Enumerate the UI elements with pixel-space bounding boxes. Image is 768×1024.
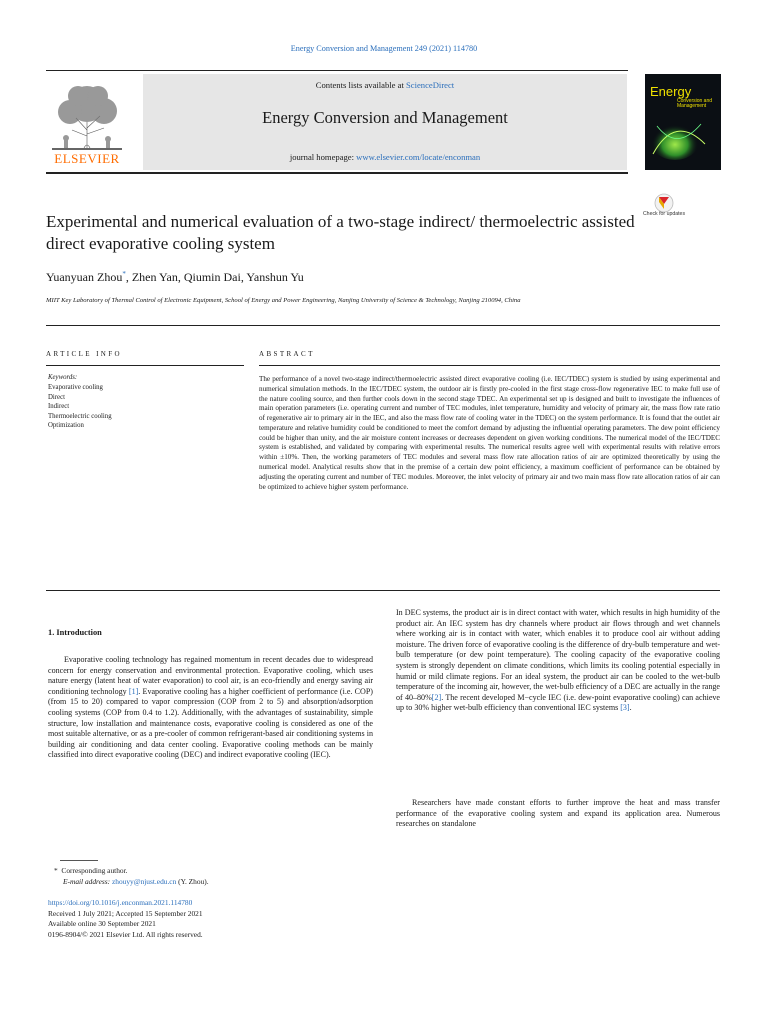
keywords-list — [48, 383, 112, 431]
check-for-updates-icon[interactable] — [646, 192, 682, 228]
contents-line — [143, 80, 627, 90]
keywords-label: Keywords: — [48, 374, 78, 381]
header-rule-bottom — [46, 172, 628, 174]
section-heading-introduction: 1. Introduction — [48, 628, 102, 637]
email-label: E-mail address: — [63, 876, 112, 886]
keyword-item: Direct — [48, 393, 65, 401]
intro-text: . The recent developed M−cycle IEC (i.e. dew-point evaporative cooling) can achieve up to 30% higher wet-bulb efficiency than conventional IEC systems — [396, 692, 721, 713]
intro-paragraph-left — [48, 655, 373, 761]
corresponding-author-note: Corresponding author. — [61, 866, 128, 875]
keyword-item: Thermoelectric cooling — [48, 412, 112, 420]
homepage-link[interactable]: www.elsevier.com/locate/enconman — [356, 152, 481, 162]
abstract-rule — [259, 365, 720, 366]
intro-text: Evaporative cooling technology has regained momentum in recent decades due to widespread concern for energy conservation and environmental protection. Evaporative cooling, which uses nature energy (latent heat of water evaporation) to cool air, is an eco-friendly and energy saving air conditioning technology — [48, 655, 373, 696]
footnote-rule — [60, 860, 98, 861]
abstract-end-rule — [46, 590, 720, 591]
keyword-item: Optimization — [48, 422, 84, 430]
email-suffix: (Y. Zhou). — [176, 876, 209, 886]
intro-text: Researchers have made constant efforts to further improve the heat and mass transfer performance of the evaporative cooling system and expand its application area. Numerous researches on standalone — [396, 798, 720, 829]
cover-subtitle: Conversion and Management — [677, 98, 713, 110]
article-info-rule — [46, 365, 244, 366]
header-rule-top — [46, 70, 628, 71]
author-name[interactable]: Qiumin Dai — [183, 270, 241, 284]
publisher-wordmark[interactable]: ELSEVIER — [54, 151, 120, 166]
intro-text: . — [629, 703, 632, 713]
paper-title: Experimental and numerical evaluation of a two-stage indirect/ thermoelectric assisted direct evaporative cooling system — [46, 212, 635, 253]
footnote — [54, 866, 209, 887]
doi-link[interactable]: https://doi.org/10.1016/j.enconman.2021.114780 — [48, 898, 193, 907]
homepage-line — [143, 152, 627, 162]
front-matter — [48, 898, 203, 940]
keyword-item: Indirect — [48, 403, 70, 411]
article-info-heading: ARTICLE INFO — [46, 350, 123, 358]
intro-paragraph-right-1 — [396, 608, 720, 714]
keyword-item: Evaporative cooling — [48, 384, 103, 391]
citation-link[interactable]: [2] — [431, 692, 442, 702]
author-list: Yuanyuan Zhou*, Zhen Yan, Qiumin Dai, Yanshun Yu — [46, 270, 304, 284]
check-for-updates-label[interactable]: Check for updates — [642, 211, 686, 217]
abstract-heading: ABSTRACT — [259, 350, 315, 358]
intro-text: In DEC systems, the product air is in direct contact with water, which results in high humidity of the product air. An IEC system has dry channels where product air flows through and wet channels where working air is in contact with water, which enables it to produce cool air without adding moisture. The driven force of evaporative cooling is the difference of dry-bulb temperature and wet-bulb temperature (or dew point temperature). The cooling capacity of the evaporative cooling system is strongly dependent on climate conditions, which limits its cooling potential especially in humid or mild climate regions. For an ideal system, the product air can be cooled to the wet-bulb temperature of the incoming air, however, the wet-bulb efficiency of a DEC are actually in the range of 40–80% — [396, 608, 720, 702]
footnote-mark: * — [54, 866, 58, 875]
email-link[interactable]: zhouyy@njust.edu.cn — [112, 876, 177, 886]
sciencedirect-link[interactable]: ScienceDirect — [406, 80, 455, 90]
citation-link[interactable]: [3] — [620, 703, 630, 713]
affiliation-rule — [46, 325, 720, 326]
running-header[interactable]: Energy Conversion and Management 249 (2021) 114780 — [290, 44, 478, 53]
intro-paragraph-right-2 — [396, 798, 720, 830]
abstract-text: The performance of a novel two-stage indirect/thermoelectric assisted direct evaporative cooling (i.e. IEC/TDEC) system is studied by using experimental and numerical simulation methods. In the IEC/TDEC system, the outdoor air is firstly pre-cooled in the first stage cross-flow regenerative IEC to make full use of the nature cooling source, and then further cools down in the second stage TDEC. An experimental set up is designed and built to investigate the influences of main operation parameters (i.e. operating current and number of TEC modules, inlet temperature, humidity and velocity of primary air, the mass flow rate ratio of regenerative air to primary air in the IEC, and also the mass flow rate of cooling water in the TDEC) on the system performance. It is found that the outlet air temperature and relative humidity could be conditioned to meet the comfort demand by adjusting the influential operating parameters. The dew point efficiency could be higher than unity, and the air moisture content increases or decreases dependent on given working conditions. The numerical model of the IEC/TDEC system is established, and validated by comparing with experimental results. The numerical results agree well with experimental results with relative errors within ±10%. Then, the working parameters of TEC modules and several mass flow rate allocation ratios of air are optimized theoretically by using the numerical model. Analytical results show that in the premise of a certain dew point efficiency, a maximum coefficient of performance can be obtained by adjusting the operating current and number of TEC modules. Moreover, the inlet velocity of primary air and two main mass flow rate allocation ratios of air can be optimized to achieve higher system performance. — [259, 375, 720, 491]
citation-link[interactable]: [1] — [128, 686, 139, 696]
received-dates: Received 1 July 2021; Accepted 15 September 2021 — [48, 908, 203, 918]
intro-text: . Evaporative cooling has a higher coefficient of performance (i.e. COP) (from 15 to 20) compared to vapor compression (COP from 2 to 5) and absorption/adsorption cooling systems (COP from 0.4 to 1.2). Additionally, with the advantages of sustainability, simple structure, low installation and maintenance costs, evaporative cooling is considered as one of the most suitable alternative, or as a pre-cooler of common refrigerant-based air conditioning systems in building air conditioning and data center cooling. Evaporative cooling methods can be mainly classified into direct evaporative cooling (DEC) and indirect evaporative cooling (IEC). — [48, 686, 373, 760]
affiliation: MIIT Key Laboratory of Thermal Control of Electronic Equipment, School of Energy and Power Engineering, Nanjing University of Science & Technology, Nanjing 210094, China — [46, 297, 521, 304]
cover-title: Energy — [650, 84, 692, 99]
homepage-prefix: journal homepage: — [289, 152, 357, 162]
contents-prefix: Contents lists available at — [315, 80, 406, 90]
author-name[interactable]: Zhen Yan — [131, 270, 178, 284]
author-name[interactable]: Yuanyuan Zhou — [46, 270, 123, 284]
author-name[interactable]: Yanshun Yu — [246, 270, 304, 284]
copyright: 0196-8904/© 2021 Elsevier Ltd. All rights reserved. — [48, 929, 203, 939]
corresponding-author-mark[interactable]: * — [122, 270, 126, 278]
available-online: Available online 30 September 2021 — [48, 919, 156, 929]
journal-title: Energy Conversion and Management — [262, 108, 508, 127]
